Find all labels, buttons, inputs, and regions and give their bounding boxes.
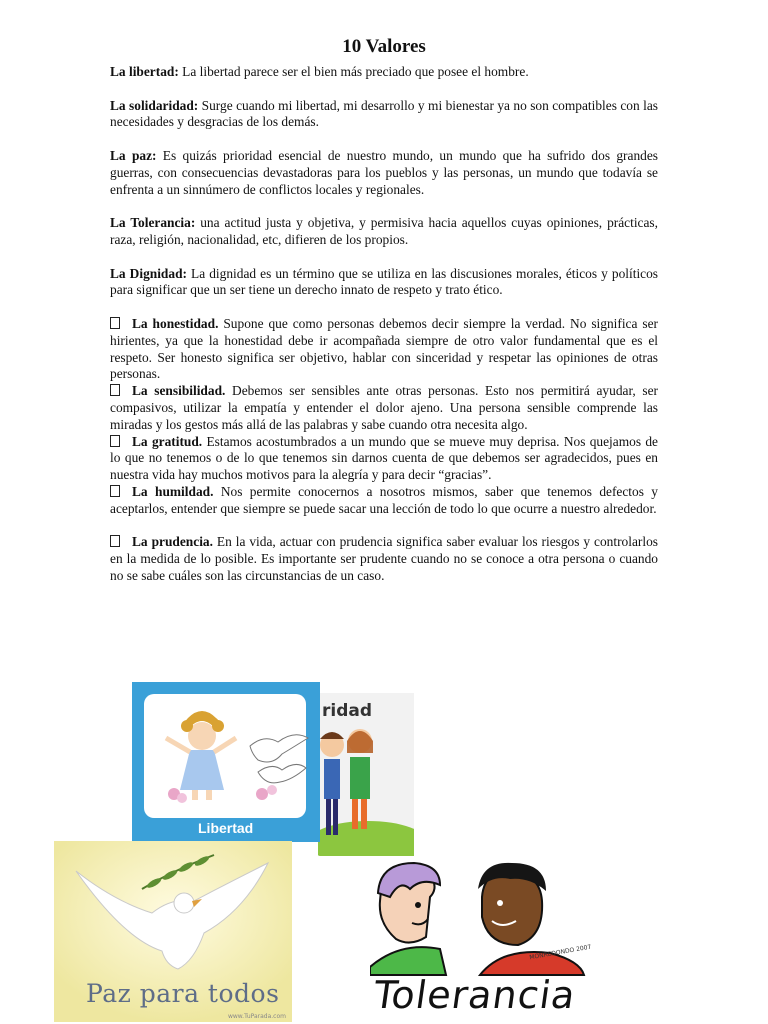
- bullet-text: Debemos ser sensibles ante otras personas. Esto nos permitirá ayudar, ser compasivos, utilizar la empatía y entender el dolor ajeno. Una persona sensible comprende las miradas y los gestos más allá de las palabras y sabe cuando otra necesita algo.: [110, 383, 658, 432]
- bullet-box-icon: [110, 535, 120, 547]
- bullet-text: En la vida, actuar con prudencia significa saber evaluar los riesgos y controlarlos en la medida de lo posible. Es importante ser prudente cuando no se conoce a otra persona o cuando no se sabe cuáles son las circunstancias de un caso.: [110, 534, 658, 583]
- solidaridad-image: [318, 693, 414, 856]
- paragraph-label: La paz:: [110, 147, 157, 163]
- paz-caption: Paz para todos: [86, 979, 280, 1008]
- tolerancia-signature: MONREDONDO 2007: [528, 943, 592, 962]
- tolerancia-image: [370, 857, 594, 1017]
- girl-and-dove-illustration: [132, 682, 320, 842]
- bullet-box-icon: [110, 384, 120, 396]
- bullet-label: La humildad.: [132, 483, 214, 499]
- paragraph-dignidad: [110, 266, 658, 300]
- paragraph-text: La libertad parece ser el bien más preciado que posee el hombre.: [178, 64, 529, 79]
- bullet-box-icon: [110, 485, 120, 497]
- bullet-text: Estamos acostumbrados a un mundo que se mueve muy deprisa. Nos quejamos de lo que no tenemos o de lo que tenemos sin darnos cuenta de que debemos ser agradecidos, pues en nuestra vida hay muchos motivos para la alegría y para decir “gracias”.: [110, 433, 658, 483]
- paragraph-text: una actitud justa y objetiva, y permisiva hacia aquellos cuyas opiniones, prácticas, raza, religión, nacionalidad, etc, difieren de los propios.: [110, 215, 658, 247]
- bullet-label: La gratitud.: [132, 433, 203, 449]
- bullet-label: La sensibilidad.: [132, 383, 226, 399]
- paz-image: [54, 841, 292, 1022]
- libertad-image: [132, 682, 320, 842]
- paragraph-text: La dignidad es un término que se utiliza en las discusiones morales, éticos y políticos para significar que un ser tiene un derecho innato de respeto y trato ético.: [110, 265, 659, 298]
- bullet-prudencia: [110, 534, 658, 584]
- paragraph-label: La libertad:: [110, 64, 179, 79]
- paragraph-libertad: [110, 64, 658, 81]
- paragraph-label: La Dignidad:: [110, 265, 187, 281]
- paz-watermark: www.TuParada.com: [227, 1013, 286, 1020]
- paragraph-solidaridad: [110, 98, 658, 132]
- bullet-text: Supone que como personas debemos decir siempre la verdad. No significa ser hirientes, ya que la honestidad debe ir acompañada siempre de otro valor fundamental que es el respeto. Ser honesto significa ser objetivo, hablar con sinceridad y respetar las opiniones de otras personas.: [110, 315, 658, 382]
- bullet-sensibilidad: [110, 383, 658, 433]
- bullet-label: La honestidad.: [132, 315, 219, 331]
- libertad-caption: Libertad: [198, 820, 254, 836]
- bullet-text: Nos permite conocernos a nosotros mismos, saber que tenemos defectos y aceptarlos, entender que siempre se puede sacar una lección de todo lo que ocurre a nuestro alrededor.: [110, 483, 659, 516]
- solidaridad-caption: ridad: [322, 701, 373, 721]
- paragraph-text: Es quizás prioridad esencial de nuestro mundo, un mundo que ha sufrido dos grandes guerras, con consecuencias devastadoras para los pueblos y las personas, un mundo que todavía se enfrenta a un sinnúmero de conflictos locales y regionales.: [110, 147, 658, 197]
- paragraph-paz: [110, 148, 658, 198]
- document-title: 10 Valores: [342, 36, 426, 57]
- tolerancia-caption: Tolerancia: [370, 973, 579, 1017]
- bullet-humildad: [110, 484, 658, 518]
- document-page: [110, 36, 658, 585]
- paragraph-text: Surge cuando mi libertad, mi desarrollo y mi bienestar ya no son compatibles con las necesidades y desgracias de los demás.: [110, 97, 658, 130]
- bullet-honestidad: [110, 316, 658, 383]
- paragraph-label: La Tolerancia:: [110, 215, 196, 231]
- paragraph-tolerancia: [110, 215, 658, 249]
- bullet-gratitud: [110, 434, 658, 484]
- paragraph-label: La solidaridad:: [110, 97, 199, 113]
- bullet-box-icon: [110, 317, 120, 329]
- bullet-label: La prudencia.: [132, 534, 213, 550]
- bullet-box-icon: [110, 435, 120, 447]
